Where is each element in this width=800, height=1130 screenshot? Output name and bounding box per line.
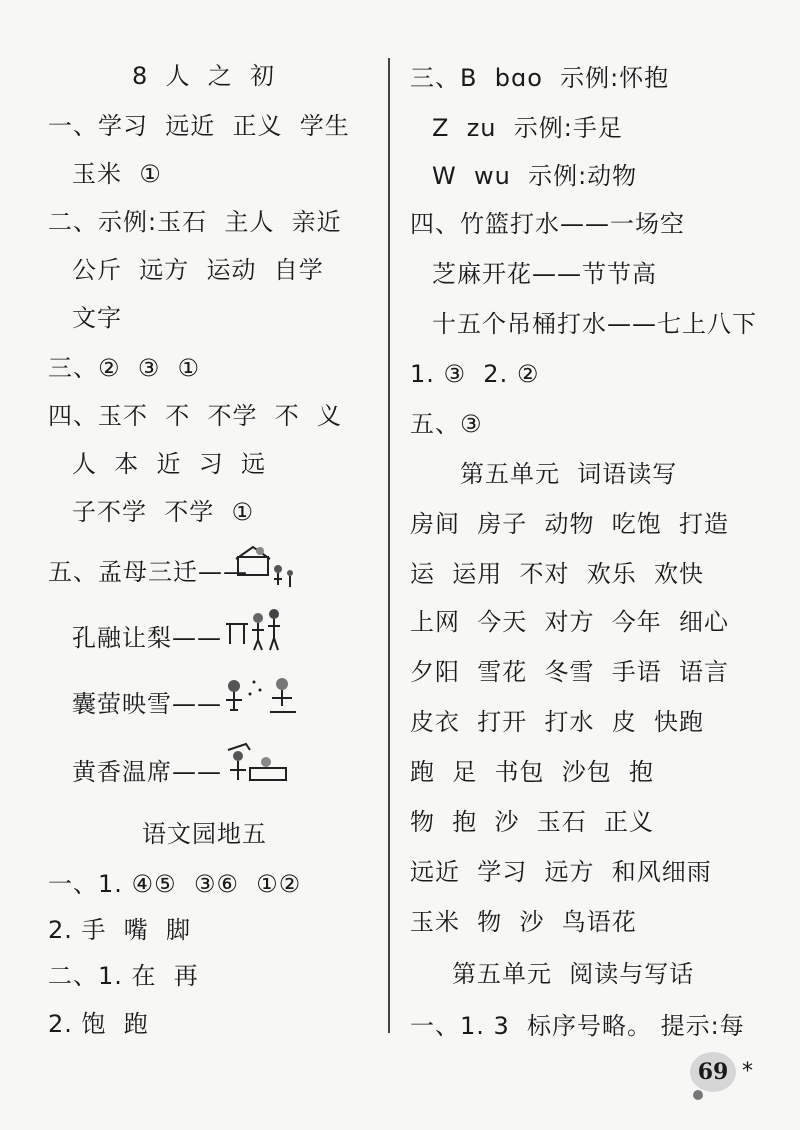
- story-match-line: 囊萤映雪——: [72, 690, 222, 718]
- answer-line: 2. 手 嘴 脚: [48, 916, 192, 944]
- answer-line: 四、竹篮打水——一场空: [410, 210, 685, 238]
- story-match-line: 黄香温席——: [72, 758, 222, 786]
- answer-line: 一、1. ④⑤ ③⑥ ①②: [48, 870, 302, 898]
- story-match-line: 五、孟母三迁——: [48, 558, 248, 586]
- answer-line: 三、B bɑo 示例:怀抱: [410, 64, 670, 92]
- mencius-mother-illustration: [234, 543, 298, 591]
- vocab-line: 皮衣 打开 打水 皮 快跑: [410, 708, 705, 736]
- answer-line: 一、1. 3 标序号略。 提示:每: [410, 1012, 745, 1040]
- vocab-line: 夕阳 雪花 冬雪 手语 语言: [410, 658, 730, 686]
- answer-line: 二、1. 在 再: [48, 962, 199, 990]
- answer-line: Z zu 示例:手足: [432, 114, 623, 142]
- answer-line: 子不学 不学 ①: [72, 498, 255, 526]
- vocab-line: 房间 房子 动物 吃饱 打造: [410, 510, 730, 538]
- answer-line: 玉米 ①: [72, 160, 162, 188]
- vocab-line: 物 抱 沙 玉石 正义: [410, 808, 655, 836]
- answer-line: 四、玉不 不 不学 不 义: [48, 402, 343, 430]
- che-yin-illustration: [220, 672, 302, 724]
- answer-line: 芝麻开花——节节高: [432, 260, 657, 288]
- answer-line: 人 本 近 习 远: [72, 450, 267, 478]
- answer-line: 1. ③ 2. ②: [410, 360, 540, 388]
- answer-line: 五、③: [410, 410, 483, 438]
- star-icon: *: [742, 1059, 753, 1084]
- column-divider: [388, 58, 390, 1033]
- story-match-line: 孔融让梨——: [72, 624, 222, 652]
- vocab-line: 运 运用 不对 欢乐 欢快: [410, 560, 705, 588]
- lesson-title: 8 人 之 初: [132, 62, 276, 90]
- answer-line: 2. 饱 跑: [48, 1010, 149, 1038]
- unit-title-vocab: 第五单元 词语读写: [460, 460, 678, 488]
- vocab-line: 上网 今天 对方 今年 细心: [410, 608, 730, 636]
- vocab-line: 玉米 物 沙 鸟语花: [410, 908, 637, 936]
- page-badge-dot: [693, 1090, 703, 1100]
- garden-title: 语文园地五: [142, 820, 267, 848]
- answer-line: 十五个吊桶打水——七上八下: [432, 310, 757, 338]
- unit-title-reading: 第五单元 阅读与写话: [452, 960, 695, 988]
- answer-line: 三、② ③ ①: [48, 354, 201, 382]
- vocab-line: 跑 足 书包 沙包 抱: [410, 758, 655, 786]
- kong-rong-illustration: [222, 604, 286, 656]
- answer-line: W wu 示例:动物: [432, 162, 638, 190]
- page-number: 69: [690, 1052, 736, 1092]
- vocab-line: 远近 学习 远方 和风细雨: [410, 858, 712, 886]
- answer-line: 文字: [72, 304, 122, 332]
- answer-line: 公斤 远方 运动 自学: [72, 256, 324, 284]
- answer-line: 一、学习 远近 正义 学生: [48, 112, 350, 140]
- huang-xiang-illustration: [220, 740, 290, 790]
- answer-line: 二、示例:玉石 主人 亲近: [48, 208, 342, 236]
